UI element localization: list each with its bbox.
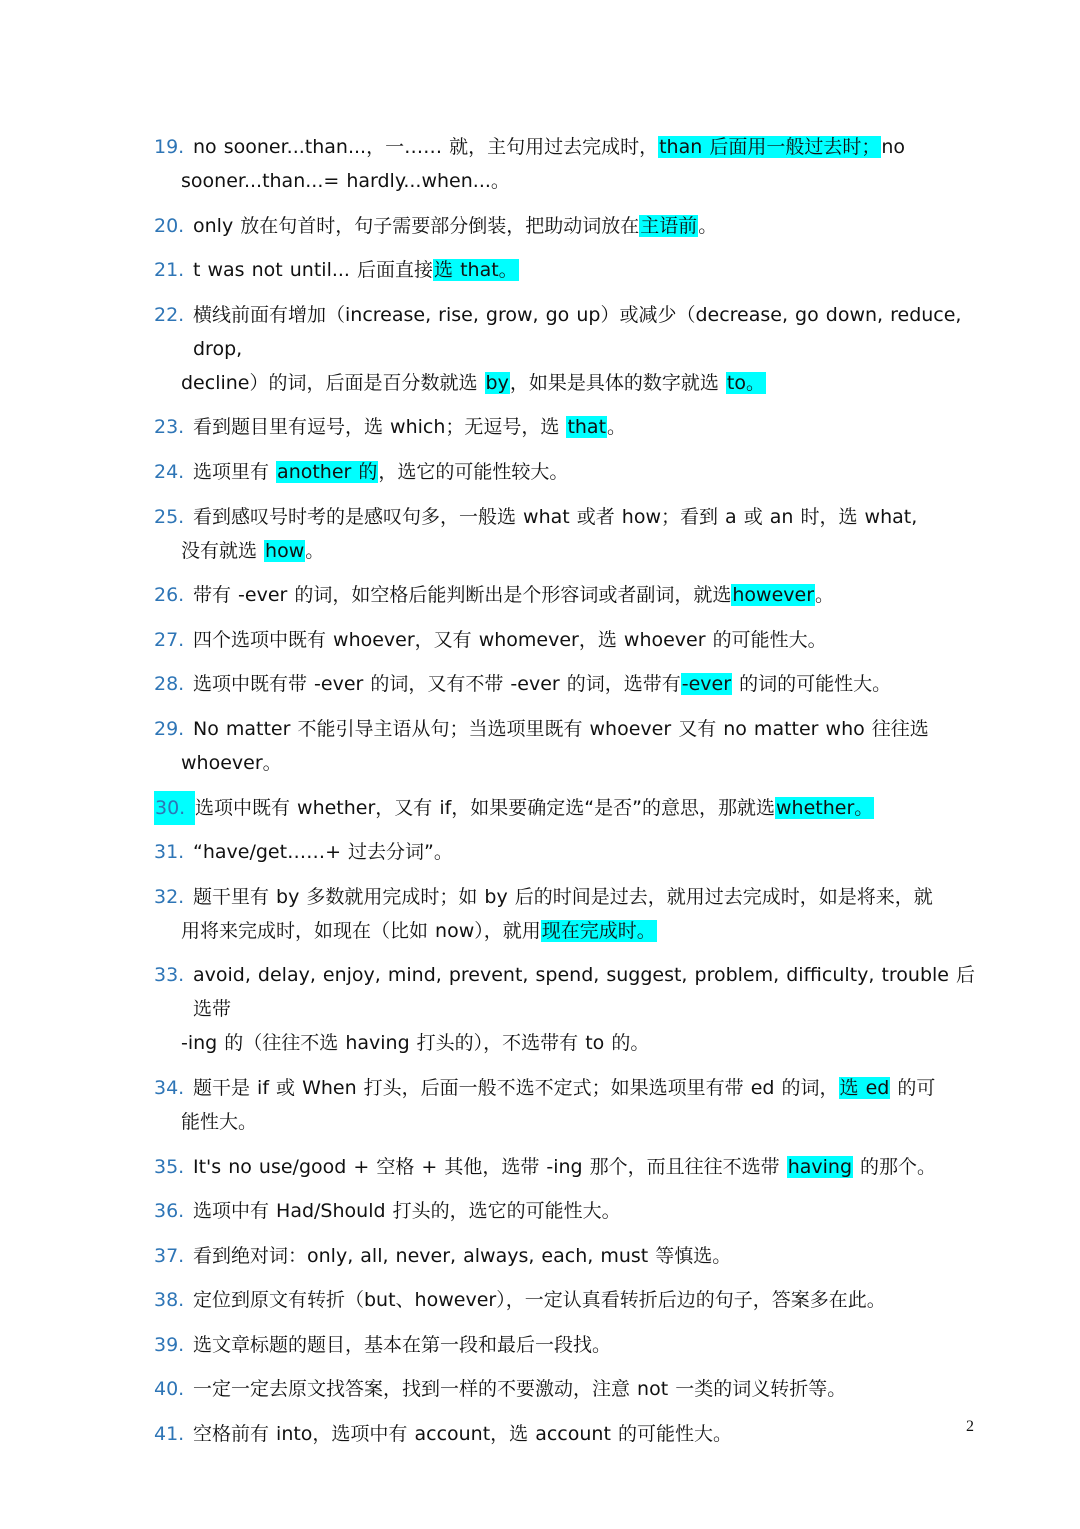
list-item (154, 1417, 984, 1451)
text-segment: ，如果是具体的数字就选 (509, 371, 726, 394)
item-number: 30. (154, 791, 195, 825)
highlighted-text: having (787, 1155, 852, 1178)
item-text (193, 1417, 984, 1451)
list-item (154, 578, 984, 612)
text-segment: 。 (305, 539, 325, 562)
text-segment: 选项中有 Had/Should 打头的，选它的可能性大。 (193, 1200, 621, 1223)
item-text (193, 578, 984, 612)
item-text (193, 209, 984, 243)
item-text (193, 623, 984, 657)
item-text (193, 1283, 984, 1317)
item-text (193, 1239, 984, 1273)
item-number: 23. (154, 416, 185, 439)
text-segment: 横线前面有增加（increase, rise, grow, go up）或减少（decrease, go down, reduce, drop, (193, 303, 962, 360)
item-text (181, 880, 984, 948)
text-segment: 选文章标题的题目，基本在第一段和最后一段找。 (193, 1333, 612, 1356)
highlighted-text: whether。 (776, 796, 874, 819)
text-segment: 定位到原文有转折（but、however），一定认真看转折后边的句子，答案多在此。 (193, 1289, 886, 1312)
item-text (193, 1372, 984, 1406)
item-text (181, 130, 984, 198)
text-segment: 空格前有 into，选项中有 account，选 account 的可能性大。 (193, 1423, 732, 1446)
item-number: 27. (154, 628, 185, 651)
text-segment: 四个选项中既有 whoever，又有 whomever，选 whoever 的可能性大。 (193, 628, 827, 651)
item-number: 32. (154, 885, 185, 908)
list-item (154, 130, 984, 198)
text-segment: 一定一定去原文找答案，找到一样的不要激动，注意 not 一类的词义转折等。 (193, 1378, 847, 1401)
list-item (154, 880, 984, 948)
list-item (154, 1239, 984, 1273)
text-segment: 用将来完成时，如现在（比如 now），就用 (181, 919, 541, 942)
item-text (181, 712, 984, 780)
list-item (154, 209, 984, 243)
list-item (154, 712, 984, 780)
list-item (154, 1150, 984, 1184)
item-number: 28. (154, 673, 185, 696)
list-item (154, 667, 984, 701)
list-item (154, 623, 984, 657)
item-number: 19. (154, 136, 185, 158)
continuation-line (181, 164, 978, 198)
list-item (154, 1071, 984, 1139)
item-number: 38. (154, 1289, 185, 1312)
item-number: 25. (154, 505, 185, 528)
text-segment: 题干是 if 或 When 打头，后面一般不选不定式；如果选项里有带 ed 的词， (193, 1076, 839, 1099)
text-segment: 。 (815, 584, 835, 607)
item-text (181, 298, 984, 400)
highlighted-text: 选 that。 (434, 259, 518, 282)
item-number: 39. (154, 1333, 185, 1356)
item-text (193, 1150, 984, 1184)
item-text (193, 835, 984, 869)
list-item (154, 1194, 984, 1228)
text-segment: no sooner...than...，一…… 就，主句用过去完成时， (193, 136, 659, 158)
text-segment: 选项里有 (193, 460, 277, 483)
text-segment: 题干里有 by 多数就用完成时；如 by 后的时间是过去，就用过去完成时，如是将来，就 (193, 885, 933, 908)
highlighted-text: how (265, 539, 305, 562)
list-item (154, 410, 984, 444)
text-segment: 带有 -ever 的词，如空格后能判断出是个形容词或者副词，就选 (193, 584, 732, 607)
text-segment: t was not until... 后面直接 (193, 259, 434, 282)
list-item (154, 835, 984, 869)
text-segment: 选项中既有 whether，又有 if，如果要确定选“是否”的意思，那就选 (195, 796, 775, 819)
highlighted-text: -ever (681, 673, 732, 696)
text-segment: sooner...than...= hardly...when...。 (181, 170, 510, 192)
item-number: 29. (154, 717, 185, 740)
text-segment: 的词的可能性大。 (732, 673, 892, 696)
text-segment: no (881, 136, 905, 158)
list-item (154, 1283, 984, 1317)
item-number: 26. (154, 584, 185, 607)
text-segment: decline）的词，后面是百分数就选 (181, 371, 485, 394)
item-number: 36. (154, 1200, 185, 1223)
list-item (154, 298, 984, 400)
text-segment: whoever。 (181, 751, 282, 774)
continuation-line (181, 914, 978, 948)
item-text (193, 1194, 984, 1228)
item-number: 41. (154, 1423, 185, 1446)
item-number: 34. (154, 1076, 185, 1099)
item-text (193, 667, 984, 701)
highlighted-text: however (732, 584, 815, 607)
list-item (154, 1372, 984, 1406)
text-segment: 的那个。 (853, 1155, 937, 1178)
tips-list (154, 130, 984, 1462)
continuation-line (181, 534, 978, 568)
text-segment: 看到感叹号时考的是感叹句多，一般选 what 或者 how；看到 a 或 an 时，选 what, (193, 505, 918, 528)
item-text (193, 1328, 984, 1362)
list-item (154, 791, 984, 825)
text-segment: 。 (698, 214, 718, 237)
item-number: 24. (154, 460, 185, 483)
item-text (193, 253, 984, 287)
list-item (154, 455, 984, 489)
text-segment: “have/get……+ 过去分词”。 (193, 841, 453, 864)
highlighted-text: that (567, 416, 607, 439)
item-number: 20. (154, 214, 185, 237)
highlighted-text: than 后面用一般过去时； (659, 136, 881, 158)
text-segment: 看到题目里有逗号，选 which；无逗号，选 (193, 416, 567, 439)
highlighted-text: by (485, 371, 509, 394)
continuation-line (181, 1105, 978, 1139)
text-segment: 选项中既有带 -ever 的词，又有不带 -ever 的词，选带有 (193, 673, 681, 696)
item-number: 35. (154, 1155, 185, 1178)
continuation-line (181, 366, 978, 400)
text-segment: It's no use/good + 空格 + 其他，选带 -ing 那个，而且往往不选带 (193, 1155, 787, 1178)
text-segment: avoid, delay, enjoy, mind, prevent, spend, suggest, problem, difficulty, trouble 后选带 (193, 964, 976, 1021)
highlighted-text: 现在完成时。 (541, 919, 656, 942)
item-number: 31. (154, 841, 185, 864)
item-number: 37. (154, 1244, 185, 1267)
item-number: 33. (154, 964, 185, 987)
text-segment: 的可 (890, 1076, 936, 1099)
item-text (193, 410, 984, 444)
text-segment: 。 (607, 416, 627, 439)
list-item (154, 253, 984, 287)
item-number: 22. (154, 303, 185, 326)
continuation-line (181, 746, 978, 780)
highlighted-text: to。 (726, 371, 765, 394)
item-text (193, 455, 984, 489)
highlighted-text: 选 ed (839, 1076, 890, 1099)
text-segment: -ing 的（往往不选 having 打头的），不选带有 to 的。 (181, 1032, 650, 1055)
item-number: 40. (154, 1378, 185, 1401)
list-item (154, 500, 984, 568)
item-text (181, 958, 984, 1060)
text-segment: 看到绝对词：only, all, never, always, each, must 等慎选。 (193, 1244, 732, 1267)
page-number: 2 (966, 1418, 974, 1435)
highlighted-text: 主语前 (640, 214, 698, 237)
text-segment: 没有就选 (181, 539, 265, 562)
text-segment: only 放在句首时，句子需要部分倒装，把助动词放在 (193, 214, 640, 237)
text-segment: ，选它的可能性较大。 (378, 460, 569, 483)
item-number: 21. (154, 259, 185, 282)
text-segment: No matter 不能引导主语从句；当选项里既有 whoever 又有 no matter who 往往选 (193, 717, 929, 740)
highlighted-text: another 的 (277, 460, 378, 483)
item-text (195, 791, 984, 825)
item-text (181, 1071, 984, 1139)
text-segment: 能性大。 (181, 1110, 258, 1133)
item-text (181, 500, 984, 568)
list-item (154, 958, 984, 1060)
continuation-line (181, 1026, 978, 1060)
list-item (154, 1328, 984, 1362)
